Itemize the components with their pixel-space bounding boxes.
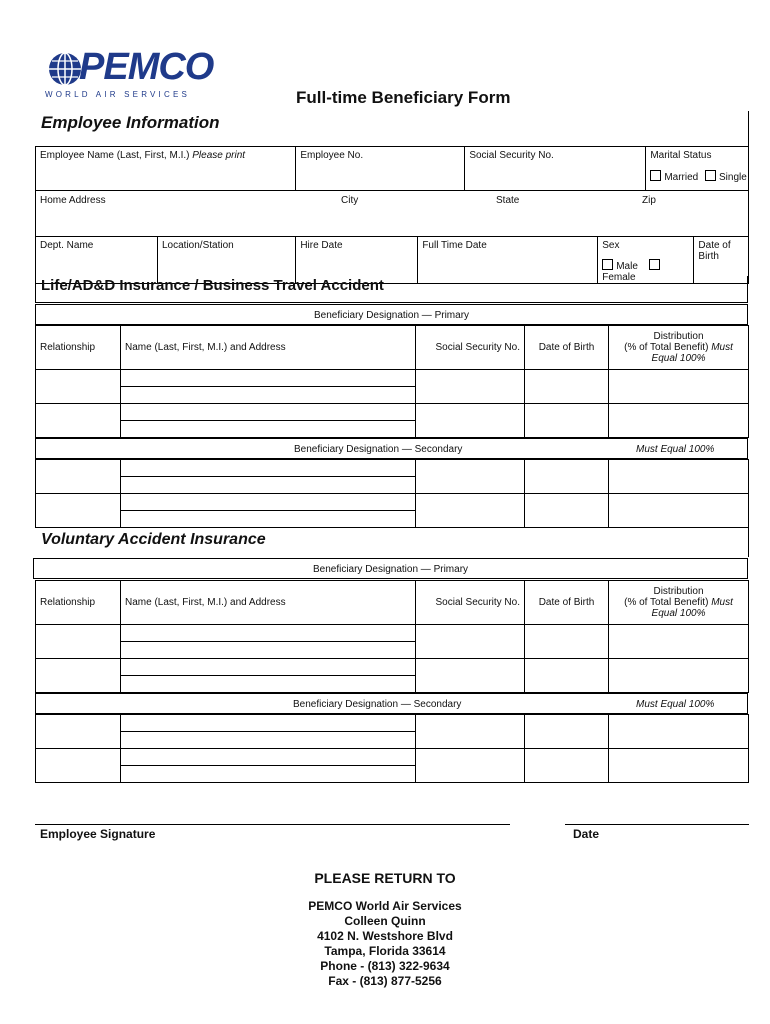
col-dist-line1: Distribution — [653, 331, 704, 342]
vol-secondary-2-dob[interactable] — [525, 749, 609, 783]
vol-primary-2-ssn[interactable] — [416, 659, 525, 693]
logo-tagline: WORLD AIR SERVICES — [45, 90, 191, 99]
return-phone: Phone - (813) 322-9634 — [320, 959, 450, 973]
life-secondary-2-ssn[interactable] — [416, 494, 525, 528]
male-label: Male — [616, 261, 638, 272]
employee-name-field[interactable] — [36, 147, 296, 191]
marital-status-label: Marital Status — [650, 150, 712, 161]
col-ssn-label: Social Security No. — [435, 342, 520, 353]
life-secondary-2-dob[interactable] — [525, 494, 609, 528]
v-col-ssn — [416, 581, 525, 625]
logo-brand: PEMCO — [79, 46, 214, 88]
col-dob-label: Date of Birth — [538, 342, 595, 353]
life-primary-2-distribution[interactable] — [609, 404, 749, 438]
return-heading: PLEASE RETURN TO — [314, 870, 456, 886]
sex-label: Sex — [602, 240, 620, 251]
life-primary-2-relationship[interactable] — [36, 404, 121, 438]
ssn-field[interactable] — [465, 147, 646, 191]
life-secondary-1-name[interactable] — [121, 460, 416, 494]
life-secondary-2-relationship[interactable] — [36, 494, 121, 528]
employee-info-heading: Employee Information — [41, 113, 220, 132]
life-primary-1-relationship[interactable] — [36, 370, 121, 404]
v-col-dist-line3: Equal 100% — [651, 608, 706, 619]
v-col-dist-line1: Distribution — [653, 586, 704, 597]
voluntary-secondary-table — [35, 714, 749, 783]
voluntary-secondary-label: Beneficiary Designation — Secondary — [293, 699, 462, 710]
col-ssn — [416, 326, 525, 370]
voluntary-secondary-must: Must Equal 100% — [636, 699, 715, 710]
col-dob — [525, 326, 609, 370]
vol-secondary-1-relationship[interactable] — [36, 715, 121, 749]
life-secondary-label: Beneficiary Designation — Secondary — [294, 444, 463, 455]
married-label: Married — [664, 172, 699, 183]
return-company: PEMCO World Air Services — [308, 899, 462, 913]
life-primary-bar: Beneficiary Designation — Primary — [35, 304, 748, 325]
vol-primary-1-dob[interactable] — [525, 625, 609, 659]
employee-no-field[interactable] — [296, 147, 465, 191]
return-fax: Fax - (813) 877-5256 — [328, 974, 442, 988]
vol-secondary-1-ssn[interactable] — [416, 715, 525, 749]
v-col-dist-line2: (% of Total Benefit) — [624, 597, 709, 608]
employee-no-label: Employee No. — [300, 150, 364, 161]
vol-secondary-2-distribution[interactable] — [609, 749, 749, 783]
v-col-dob-label: Date of Birth — [538, 597, 595, 608]
life-secondary-table — [35, 459, 749, 528]
single-label: Single — [719, 172, 747, 183]
fulltime-date-label: Full Time Date — [422, 240, 487, 251]
male-checkbox[interactable] — [602, 259, 613, 270]
female-checkbox[interactable] — [649, 259, 660, 270]
return-city: Tampa, Florida 33614 — [324, 944, 446, 958]
life-section-heading: Life/AD&D Insurance / Business Travel Accident — [41, 277, 384, 294]
vol-secondary-1-dob[interactable] — [525, 715, 609, 749]
life-secondary-must: Must Equal 100% — [636, 444, 715, 455]
col-name — [121, 326, 416, 370]
zip-label: Zip — [642, 195, 656, 206]
life-primary-1-ssn[interactable] — [416, 370, 525, 404]
v-col-dob — [525, 581, 609, 625]
female-label: Female — [602, 272, 636, 283]
life-primary-table — [35, 325, 749, 438]
employee-name-label: Employee Name (Last, First, M.I.) — [40, 150, 190, 161]
vol-primary-2-relationship[interactable] — [36, 659, 121, 693]
life-primary-2-dob[interactable] — [525, 404, 609, 438]
employee-name-hint: Please print — [192, 150, 246, 161]
home-address-label: Home Address — [40, 195, 106, 206]
vol-primary-1-distribution[interactable] — [609, 625, 749, 659]
return-street: 4102 N. Westshore Blvd — [317, 929, 453, 943]
location-label: Location/Station — [162, 240, 234, 251]
col-dist-must: Must — [711, 342, 733, 353]
return-contact: Colleen Quinn — [344, 914, 426, 928]
life-secondary-2-name[interactable] — [121, 494, 416, 528]
vol-secondary-2-ssn[interactable] — [416, 749, 525, 783]
col-relationship — [36, 326, 121, 370]
col-dist-line3: Equal 100% — [651, 353, 706, 364]
form-title: Full-time Beneficiary Form — [296, 88, 511, 107]
return-to-block — [235, 871, 535, 989]
vol-primary-2-distribution[interactable] — [609, 659, 749, 693]
voluntary-section-heading: Voluntary Accident Insurance — [41, 531, 266, 548]
ssn-label: Social Security No. — [469, 150, 554, 161]
voluntary-secondary-bar — [35, 693, 748, 714]
life-primary-2-ssn[interactable] — [416, 404, 525, 438]
v-col-relationship — [36, 581, 121, 625]
company-logo — [45, 48, 215, 102]
vol-primary-1-ssn[interactable] — [416, 625, 525, 659]
employee-info-table — [35, 146, 749, 284]
married-checkbox[interactable] — [650, 170, 661, 181]
globe-icon — [47, 51, 83, 87]
life-secondary-1-dob[interactable] — [525, 460, 609, 494]
employee-signature-label: Employee Signature — [40, 827, 156, 841]
date-label: Date — [573, 827, 600, 841]
col-name-label: Name (Last, First, M.I.) and Address — [125, 342, 286, 353]
voluntary-primary-bar: Beneficiary Designation — Primary — [33, 558, 748, 579]
v-col-ssn-label: Social Security No. — [435, 597, 520, 608]
vol-secondary-1-name[interactable] — [121, 715, 416, 749]
life-secondary-1-relationship[interactable] — [36, 460, 121, 494]
life-primary-1-dob[interactable] — [525, 370, 609, 404]
vol-primary-2-dob[interactable] — [525, 659, 609, 693]
life-secondary-2-distribution[interactable] — [609, 494, 749, 528]
vol-secondary-1-distribution[interactable] — [609, 715, 749, 749]
v-col-name — [121, 581, 416, 625]
hire-date-label: Hire Date — [300, 240, 343, 251]
life-secondary-1-distribution[interactable] — [609, 460, 749, 494]
v-col-name-label: Name (Last, First, M.I.) and Address — [125, 597, 286, 608]
city-label: City — [341, 195, 359, 206]
employee-signature-line[interactable] — [35, 824, 510, 825]
vol-primary-1-name[interactable] — [121, 625, 416, 659]
v-col-dist-must: Must — [711, 597, 733, 608]
dob-label: Date of Birth — [698, 240, 731, 262]
single-checkbox[interactable] — [705, 170, 716, 181]
vol-secondary-2-name[interactable] — [121, 749, 416, 783]
dept-name-label: Dept. Name — [40, 240, 94, 251]
v-col-distribution — [609, 581, 749, 625]
state-label: State — [496, 195, 520, 206]
vol-primary-1-relationship[interactable] — [36, 625, 121, 659]
date-line[interactable] — [565, 824, 749, 825]
col-relationship-label: Relationship — [40, 342, 96, 353]
life-primary-1-distribution[interactable] — [609, 370, 749, 404]
vol-secondary-2-relationship[interactable] — [36, 749, 121, 783]
life-secondary-bar — [35, 438, 748, 459]
life-primary-1-name[interactable] — [121, 370, 416, 404]
v-col-relationship-label: Relationship — [40, 597, 96, 608]
life-secondary-1-ssn[interactable] — [416, 460, 525, 494]
col-dist-line2: (% of Total Benefit) — [624, 342, 709, 353]
col-distribution — [609, 326, 749, 370]
marital-status-field — [646, 147, 749, 191]
address-row[interactable] — [36, 191, 749, 237]
vol-primary-2-name[interactable] — [121, 659, 416, 693]
life-primary-2-name[interactable] — [121, 404, 416, 438]
voluntary-primary-table — [35, 580, 749, 693]
